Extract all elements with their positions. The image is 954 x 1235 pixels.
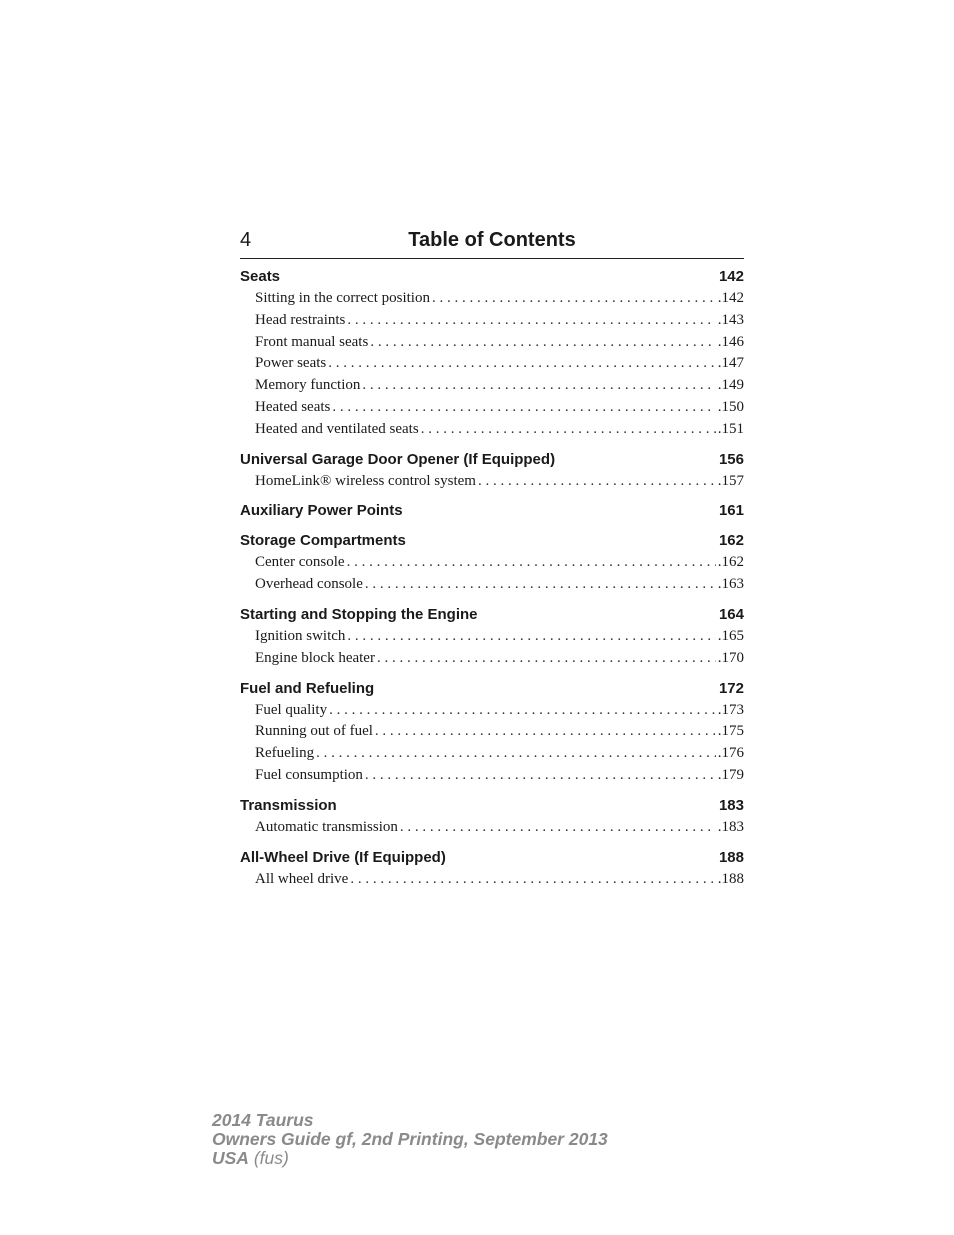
entry-page-number: .165 — [717, 627, 744, 644]
dot-leader — [377, 648, 716, 670]
entry-label: Fuel quality — [255, 701, 328, 718]
toc-entry[interactable] — [240, 721, 744, 743]
section-title: Fuel and Refueling — [240, 679, 375, 697]
entry-label: All wheel drive — [255, 870, 349, 887]
entry-label: Automatic transmission — [255, 818, 398, 835]
toc-entry[interactable] — [240, 310, 744, 332]
document-footer — [212, 1111, 608, 1168]
dot-leader — [347, 310, 715, 332]
entry-label: Running out of fuel — [255, 723, 373, 740]
page-number: 4 — [240, 229, 252, 251]
toc-section-heading[interactable] — [240, 604, 744, 626]
toc-section-heading[interactable] — [240, 847, 744, 869]
section-title: Starting and Stopping the Engine — [240, 605, 478, 623]
toc-section — [240, 847, 744, 891]
page-title: Table of Contents — [408, 229, 576, 251]
entry-page-number: .151 — [717, 420, 744, 437]
entry-label: Heated and ventilated seats — [255, 420, 419, 437]
entry-label: Sitting in the correct position — [255, 290, 430, 306]
entry-label: Center console — [255, 554, 345, 571]
entry-page-number: .146 — [717, 333, 744, 350]
section-page-number: 183 — [718, 796, 744, 814]
dot-leader — [478, 471, 716, 493]
entry-label: Overhead console — [255, 576, 363, 593]
entry-label: Refueling — [255, 745, 315, 762]
entry-page-number: .162 — [717, 554, 744, 571]
toc-section-heading[interactable] — [240, 449, 744, 471]
entry-page-number: .143 — [717, 311, 744, 328]
entry-page-number: .188 — [717, 870, 744, 887]
footer-region — [212, 1149, 608, 1168]
toc-section — [240, 604, 744, 670]
section-title: Seats — [240, 268, 281, 285]
section-page-number: 164 — [718, 605, 744, 623]
toc-section-heading[interactable] — [240, 266, 744, 288]
toc-section — [240, 266, 744, 441]
dot-leader — [316, 743, 716, 765]
entry-label: Memory function — [255, 377, 361, 394]
toc-entry[interactable] — [240, 419, 744, 441]
toc-entry[interactable] — [240, 288, 744, 310]
toc-section — [240, 795, 744, 839]
dot-leader — [365, 765, 716, 787]
toc-entry[interactable] — [240, 353, 744, 375]
table-of-contents — [240, 266, 744, 898]
entry-label: Head restraints — [255, 311, 346, 328]
toc-section — [240, 530, 744, 596]
section-title: Universal Garage Door Opener (If Equipped) — [240, 450, 556, 468]
toc-section-heading[interactable] — [240, 530, 744, 552]
toc-section-heading[interactable] — [240, 500, 744, 522]
toc-entry[interactable] — [240, 471, 744, 493]
page-header — [240, 228, 744, 259]
section-page-number: 172 — [718, 679, 744, 697]
dot-leader — [365, 574, 716, 596]
toc-section — [240, 449, 744, 493]
toc-entry[interactable] — [240, 375, 744, 397]
section-page-number: 142 — [718, 268, 744, 285]
toc-entry[interactable] — [240, 817, 744, 839]
entry-label: Engine block heater — [255, 649, 375, 666]
entry-label: Front manual seats — [255, 333, 369, 350]
dot-leader — [350, 869, 715, 891]
toc-entry[interactable] — [240, 700, 744, 722]
toc-entry[interactable] — [240, 552, 744, 574]
entry-label: Fuel consumption — [255, 766, 363, 783]
section-title: All-Wheel Drive (If Equipped) — [240, 848, 446, 866]
footer-model: 2014 Taurus — [212, 1110, 314, 1130]
footer-guide-edition: Owners Guide gf, 2nd Printing, September 2013 — [212, 1129, 608, 1149]
entry-page-number: .149 — [717, 377, 744, 394]
dot-leader — [400, 817, 716, 839]
dot-leader — [421, 419, 716, 441]
section-page-number: 161 — [718, 502, 744, 520]
section-page-number: 162 — [718, 532, 744, 550]
toc-entry[interactable] — [240, 574, 744, 596]
entry-page-number: .175 — [717, 723, 744, 740]
footer-region-name: USA — [212, 1148, 249, 1168]
entry-page-number: .142 — [717, 290, 744, 306]
dot-leader — [347, 626, 715, 648]
toc-entry[interactable] — [240, 765, 744, 787]
entry-page-number: .163 — [717, 576, 744, 593]
section-title: Auxiliary Power Points — [240, 502, 403, 520]
section-title: Transmission — [240, 796, 337, 814]
entry-page-number: .147 — [717, 355, 744, 372]
entry-label: HomeLink® wireless control system — [255, 472, 476, 489]
toc-entry[interactable] — [240, 648, 744, 670]
dot-leader — [329, 700, 716, 722]
entry-label: Ignition switch — [255, 627, 346, 644]
entry-page-number: .179 — [717, 766, 744, 783]
toc-entry[interactable] — [240, 743, 744, 765]
toc-section — [240, 500, 744, 522]
dot-leader — [362, 375, 715, 397]
section-page-number: 188 — [718, 848, 744, 866]
toc-entry[interactable] — [240, 626, 744, 648]
dot-leader — [328, 353, 716, 375]
toc-section-heading[interactable] — [240, 678, 744, 700]
dot-leader — [432, 288, 716, 310]
entry-page-number: .183 — [717, 818, 744, 835]
entry-label: Heated seats — [255, 398, 331, 415]
dot-leader — [370, 332, 715, 354]
entry-page-number: .150 — [717, 398, 744, 415]
entry-page-number: .176 — [717, 745, 744, 762]
dot-leader — [332, 397, 715, 419]
toc-entry[interactable] — [240, 332, 744, 354]
dot-leader — [347, 552, 716, 574]
dot-leader — [375, 721, 716, 743]
toc-entry[interactable] — [240, 397, 744, 419]
entry-page-number: .157 — [717, 472, 744, 489]
section-title: Storage Compartments — [240, 532, 406, 550]
entry-page-number: .170 — [717, 649, 744, 666]
toc-section — [240, 678, 744, 787]
entry-label: Power seats — [255, 355, 327, 372]
toc-entry[interactable] — [240, 869, 744, 891]
section-page-number: 156 — [718, 450, 744, 468]
entry-page-number: .173 — [717, 701, 744, 718]
toc-section-heading[interactable] — [240, 795, 744, 817]
footer-region-code: (fus) — [253, 1148, 289, 1168]
